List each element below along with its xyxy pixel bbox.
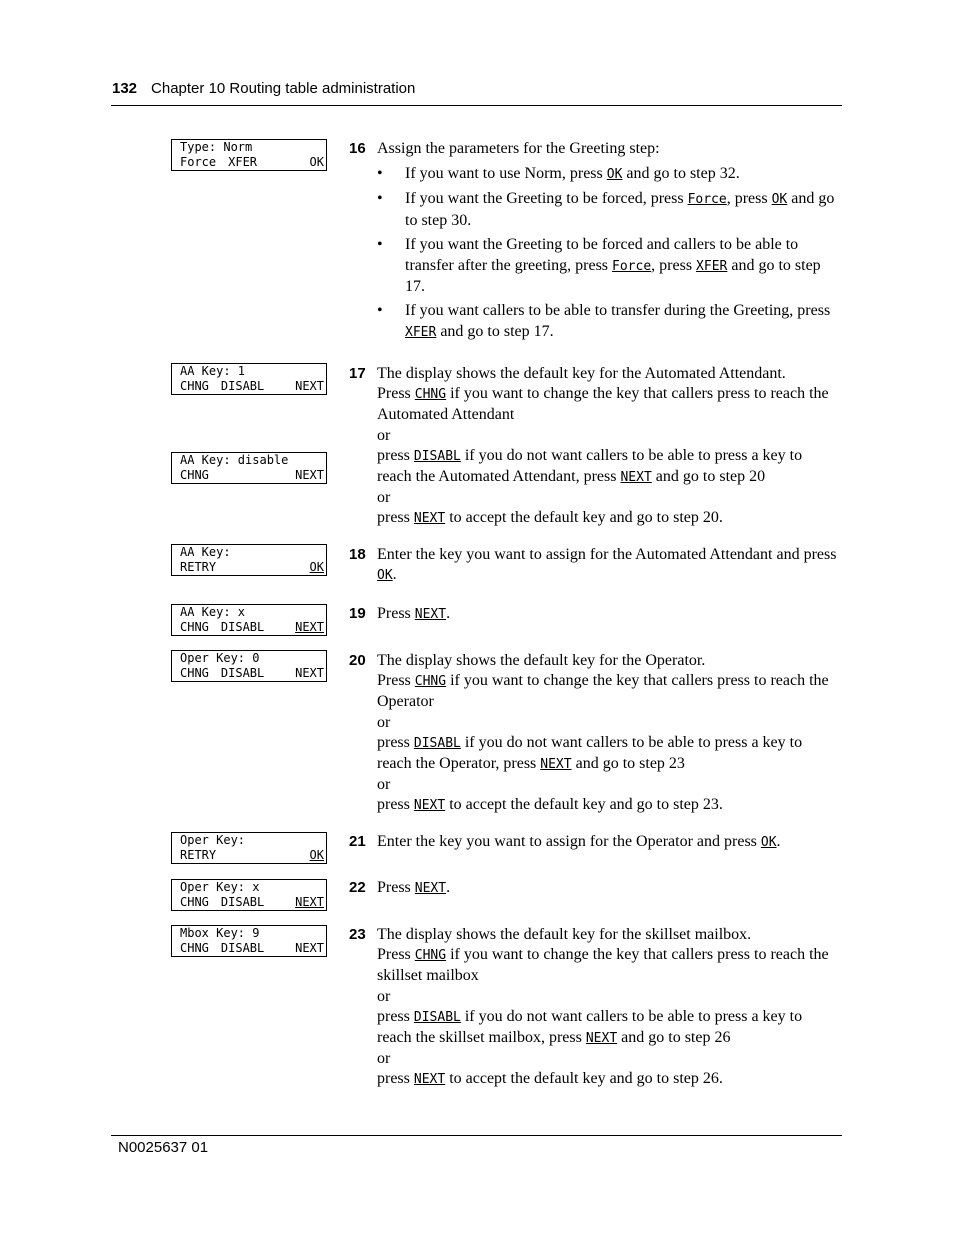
step-text: press NEXT to accept the default key and go to step 26. [377,1070,723,1088]
step-text: Press CHNG if you want to change the key that callers press to reach the Automated Attendant [377,385,829,424]
lcd-line1: AA Key: 1 [180,364,246,378]
step-number: 18 [349,546,366,563]
step-text: The display shows the default key for the Automated Attendant. [377,365,786,382]
lcd-line1: Type: Norm [180,140,253,154]
lcd-display-type [171,139,327,171]
footer-doc-id: N0025637 01 [118,1139,209,1156]
softkey-next: NEXT [295,941,324,955]
softkey-chng: CHNG [180,379,209,393]
lcd-line1: Mbox Key: 9 [180,926,260,940]
step-number: 16 [349,140,366,157]
step-19 [349,604,839,625]
softkey-force: Force [180,155,217,169]
lcd-line1: AA Key: disable [180,453,289,467]
step-20 [349,651,839,817]
step-22 [349,878,839,899]
step-text: Enter the key you want to assign for the Automated Attendant and press OK. [377,546,837,584]
chapter-title: Chapter 10 Routing table administration [151,80,416,97]
softkey-xfer: XFER [228,155,258,169]
or-text: or [377,713,391,731]
step-intro: Assign the parameters for the Greeting step: [377,140,660,157]
step-text: Enter the key you want to assign for the Operator and press OK. [377,833,781,850]
step-16 [349,139,839,343]
step-23 [349,925,839,1091]
step-text: The display shows the default key for the Operator. [377,652,706,669]
softkey-ok: OK [309,848,324,862]
step-18 [349,545,839,586]
softkey-disabl: DISABL [220,666,265,680]
step-number: 23 [349,926,366,943]
step-text: Press CHNG if you want to change the key that callers press to reach the skillset mailbox [377,946,829,985]
lcd-display-aa-key-x [171,604,327,636]
lcd-line1: AA Key: [180,545,231,559]
step-text: Press NEXT. [377,605,451,622]
step-21 [349,832,839,853]
softkey-retry: RETRY [180,848,217,862]
softkey-retry: RETRY [180,560,217,574]
step-text: Press NEXT. [377,879,451,896]
softkey-next: NEXT [295,620,324,634]
lcd-display-mbox-key-9 [171,925,327,957]
page-number: 132 [112,80,138,97]
lcd-display-aa-key-disable [171,452,327,484]
list-item: • If you want to use Norm, press OK and go to step 32. [377,164,839,185]
step-text: press DISABL if you do not want callers to be able to press a key to reach the Operator, press NEXT and go to step 23 [377,733,803,773]
softkey-ok: OK [309,155,324,169]
lcd-display-oper-key-0 [171,650,327,682]
lcd-display-aa-key-1 [171,363,327,395]
step-text: press DISABL if you do not want callers to be able to press a key to reach the skillset mailbox, press NEXT and go to step 26 [377,1007,803,1047]
or-text: or [377,776,391,794]
step-text: press NEXT to accept the default key and go to step 23. [377,796,723,814]
step-number: 19 [349,605,366,622]
step-text: Press CHNG if you want to change the key that callers press to reach the Operator [377,672,829,711]
softkey-next: NEXT [295,468,324,482]
softkey-chng: CHNG [180,468,209,482]
lcd-line1: Oper Key: x [180,880,260,894]
softkey-next: NEXT [295,666,324,680]
softkey-ok: OK [309,560,324,574]
header-rule [111,105,842,106]
or-text: or [377,987,391,1005]
or-text: or [377,1050,391,1068]
step-number: 20 [349,652,366,669]
softkey-next: NEXT [295,379,324,393]
lcd-display-oper-key-x [171,879,327,911]
step-text: press DISABL if you do not want callers to be able to press a key to reach the Automated Attendant, press NEXT and go to step 20 [377,446,803,486]
step-number: 17 [349,365,366,382]
softkey-disabl: DISABL [220,379,265,393]
softkey-disabl: DISABL [220,895,265,909]
step-text: The display shows the default key for the skillset mailbox. [377,926,752,943]
step-text: press NEXT to accept the default key and go to step 20. [377,509,723,527]
softkey-chng: CHNG [180,941,209,955]
lcd-display-aa-key-empty [171,544,327,576]
lcd-line1: Oper Key: 0 [180,651,260,665]
page-header [112,80,415,97]
or-text: or [377,426,391,444]
list-item: • If you want callers to be able to transfer during the Greeting, press XFER and go to step 17. [377,301,839,342]
step-17 [349,364,839,530]
softkey-disabl: DISABL [220,620,265,634]
or-text: or [377,489,391,507]
footer-rule [111,1135,842,1136]
lcd-line1: Oper Key: [180,833,246,847]
softkey-chng: CHNG [180,620,209,634]
list-item: • If you want the Greeting to be forced, press Force, press OK and go to step 30. [377,189,839,230]
softkey-disabl: DISABL [220,941,265,955]
option-list [377,164,839,343]
step-number: 21 [349,833,366,850]
lcd-line1: AA Key: x [180,605,246,619]
step-number: 22 [349,879,366,896]
lcd-display-oper-key-empty [171,832,327,864]
softkey-chng: CHNG [180,666,209,680]
list-item: • If you want the Greeting to be forced and callers to be able to transfer after the greeting, press Force, press XFER and go to step 17. [377,235,839,297]
softkey-chng: CHNG [180,895,209,909]
softkey-next: NEXT [295,895,324,909]
